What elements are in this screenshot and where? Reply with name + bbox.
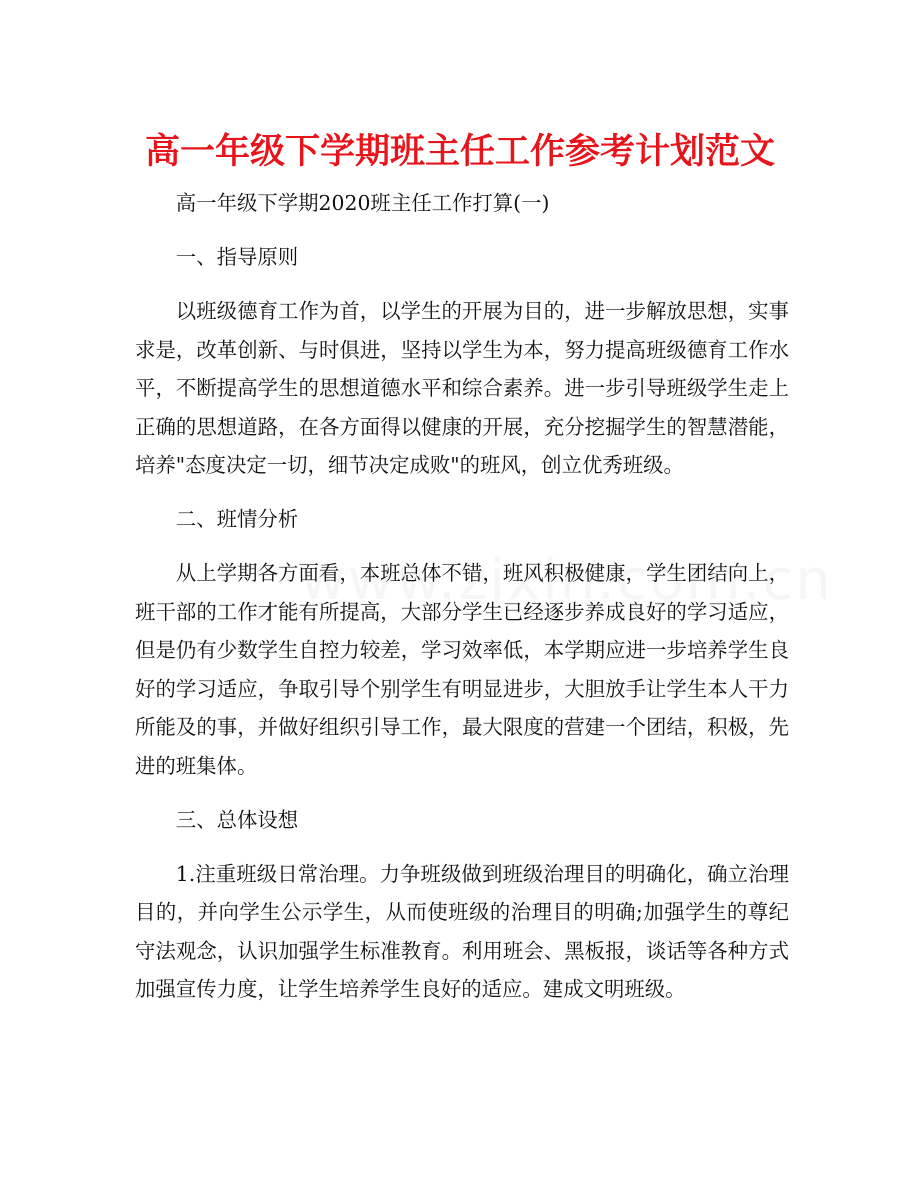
section-heading-guiding-principles: 一、指导原则 bbox=[175, 245, 299, 269]
paragraph-class-analysis: 从上学期各方面看，本班总体不错，班风积极健康，学生团结向上，班干部的工作才能有所提高，大部分学生已经逐步养成良好的学习适应，但是仍有少数学生自控力较差，学习效率低，本学期应进一步培养学生良好的学习适应，争取引导个别学生有明显进步，大胆放手让学生本人干力所能及的事，并做好组织引导工作，最大限度的营建一个团结，积极，先进的班集体。 bbox=[135, 561, 789, 778]
section-intro-heading: 高一年级下学期2020班主任工作打算(一) bbox=[175, 191, 550, 215]
paragraph-overall-plan-1: 1.注重班级日常治理。力争班级做到班级治理目的明确化，确立治理目的，并向学生公示学生，从而使班级的治理目的明确;加强学生的尊纪守法观念，认识加强学生标准教育。利用班会、黑板报，谈话等各种方式加强宣传力度，让学生培养学生良好的适应。建成文明班级。 bbox=[135, 861, 789, 1001]
document-title: 高一年级下学期班主任工作参考计划范文 bbox=[144, 132, 775, 172]
document-body bbox=[135, 184, 789, 1024]
section-heading-class-analysis: 二、班情分析 bbox=[175, 507, 299, 531]
paragraph-guiding-principles: 以班级德育工作为首，以学生的开展为目的，进一步解放思想，实事求是，改革创新、与时俱进，坚持以学生为本，努力提高班级德育工作水平，不断提高学生的思想道德水平和综合素养。进一步引导班级学生走上正确的思想道路，在各方面得以健康的开展，充分挖掘学生的智慧潜能，培养"态度决定一切，细节决定成败"的班风，创立优秀班级。 bbox=[135, 299, 789, 477]
section-heading-overall-plan: 三、总体设想 bbox=[175, 807, 299, 832]
